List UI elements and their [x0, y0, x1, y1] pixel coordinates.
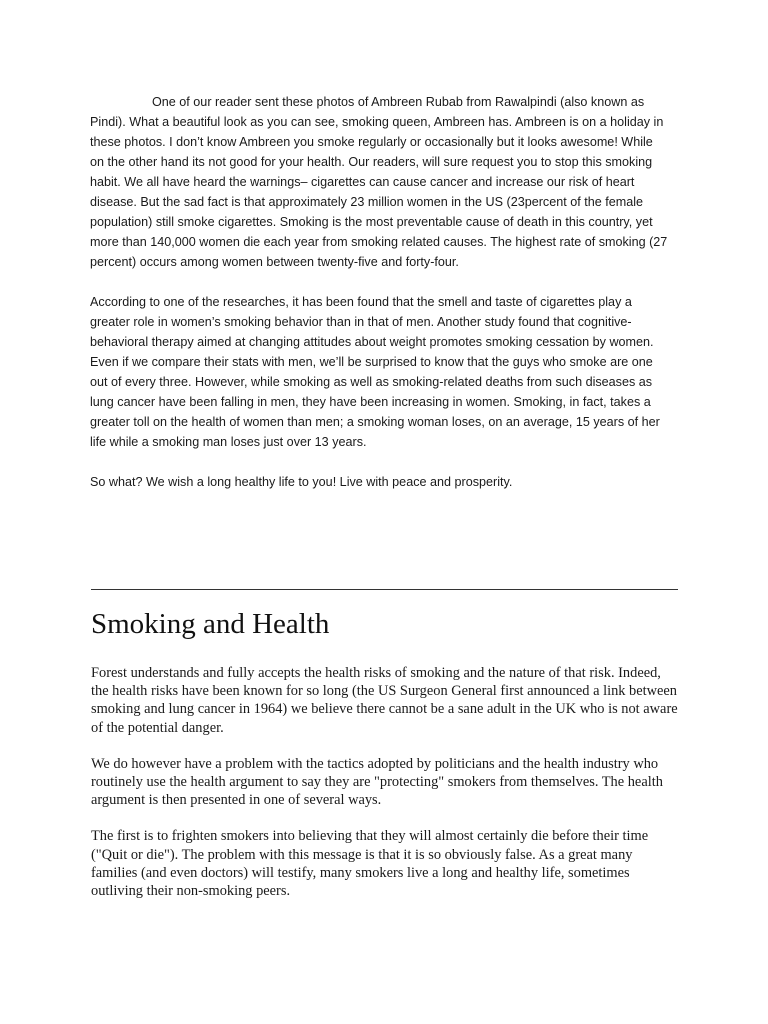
- section-divider: [91, 589, 678, 590]
- article-paragraph-1-text: One of our reader sent these photos of Ambreen Rubab from Rawalpindi (also known as Pindi). What a beautiful look as you can see, smoking queen, Ambreen has. Ambreen is on a holiday in these photos. I don’t know Ambreen you smoke regularly or occasionally but it looks awesome! While on the other hand its not good for your health. Our readers, will sure request you to stop this smoking habit. We all have heard the warnings– cigarettes can cause cancer and increase our risk of heart disease. But the sad fact is that approximately 23 million women in the US (23percent of the female population) still smoke cigarettes. Smoking is the most preventable cause of death in this country, yet more than 140,000 women die each year from smoking related causes. The highest rate of smoking (27 percent) occurs among women between twenty-five and forty-four.: [90, 95, 668, 269]
- section-body: [91, 664, 681, 918]
- section-heading: Smoking and Health: [91, 608, 330, 640]
- section-paragraph-3: The first is to frighten smokers into believing that they will almost certainly die before their time ("Quit or die"). The problem with this message is that it is so obviously false. As a great many families (and even doctors) will testify, many smokers live a long and healthy life, sometimes outliving their non-smoking peers.: [91, 828, 649, 900]
- article-body: [90, 92, 668, 512]
- article-paragraph-2: According to one of the researches, it has been found that the smell and taste of cigarettes play a greater role in women’s smoking behavior than in that of men. Another study found that cognitive-behavioral therapy aimed at changing attitudes about weight promotes smoking cessation by women. Even if we compare their stats with men, we’ll be surprised to know that the guys who smoke are one out of every three. However, while smoking as well as smoking-related deaths from such diseases as lung cancer have been falling in men, they have been increasing in women. Smoking, in fact, takes a greater toll on the health of women than men; a smoking woman loses, on an average, 15 years of her life while a smoking man loses just over 13 years.: [90, 295, 660, 449]
- article-paragraph-3: So what? We wish a long healthy life to you! Live with peace and prosperity.: [90, 475, 513, 489]
- article-paragraph-1: [90, 92, 668, 272]
- section-paragraph-1: Forest understands and fully accepts the health risks of smoking and the nature of that risk. Indeed, the health risks have been known for so long (the US Surgeon General first announced a link between smoking and lung cancer in 1964) we believe there cannot be a sane adult in the UK who is not aware of the potential danger.: [91, 665, 678, 736]
- section-paragraph-2: We do however have a problem with the tactics adopted by politicians and the health industry who routinely use the health argument to say they are "protecting" smokers from themselves. The health argument is then presented in one of several ways.: [91, 755, 663, 809]
